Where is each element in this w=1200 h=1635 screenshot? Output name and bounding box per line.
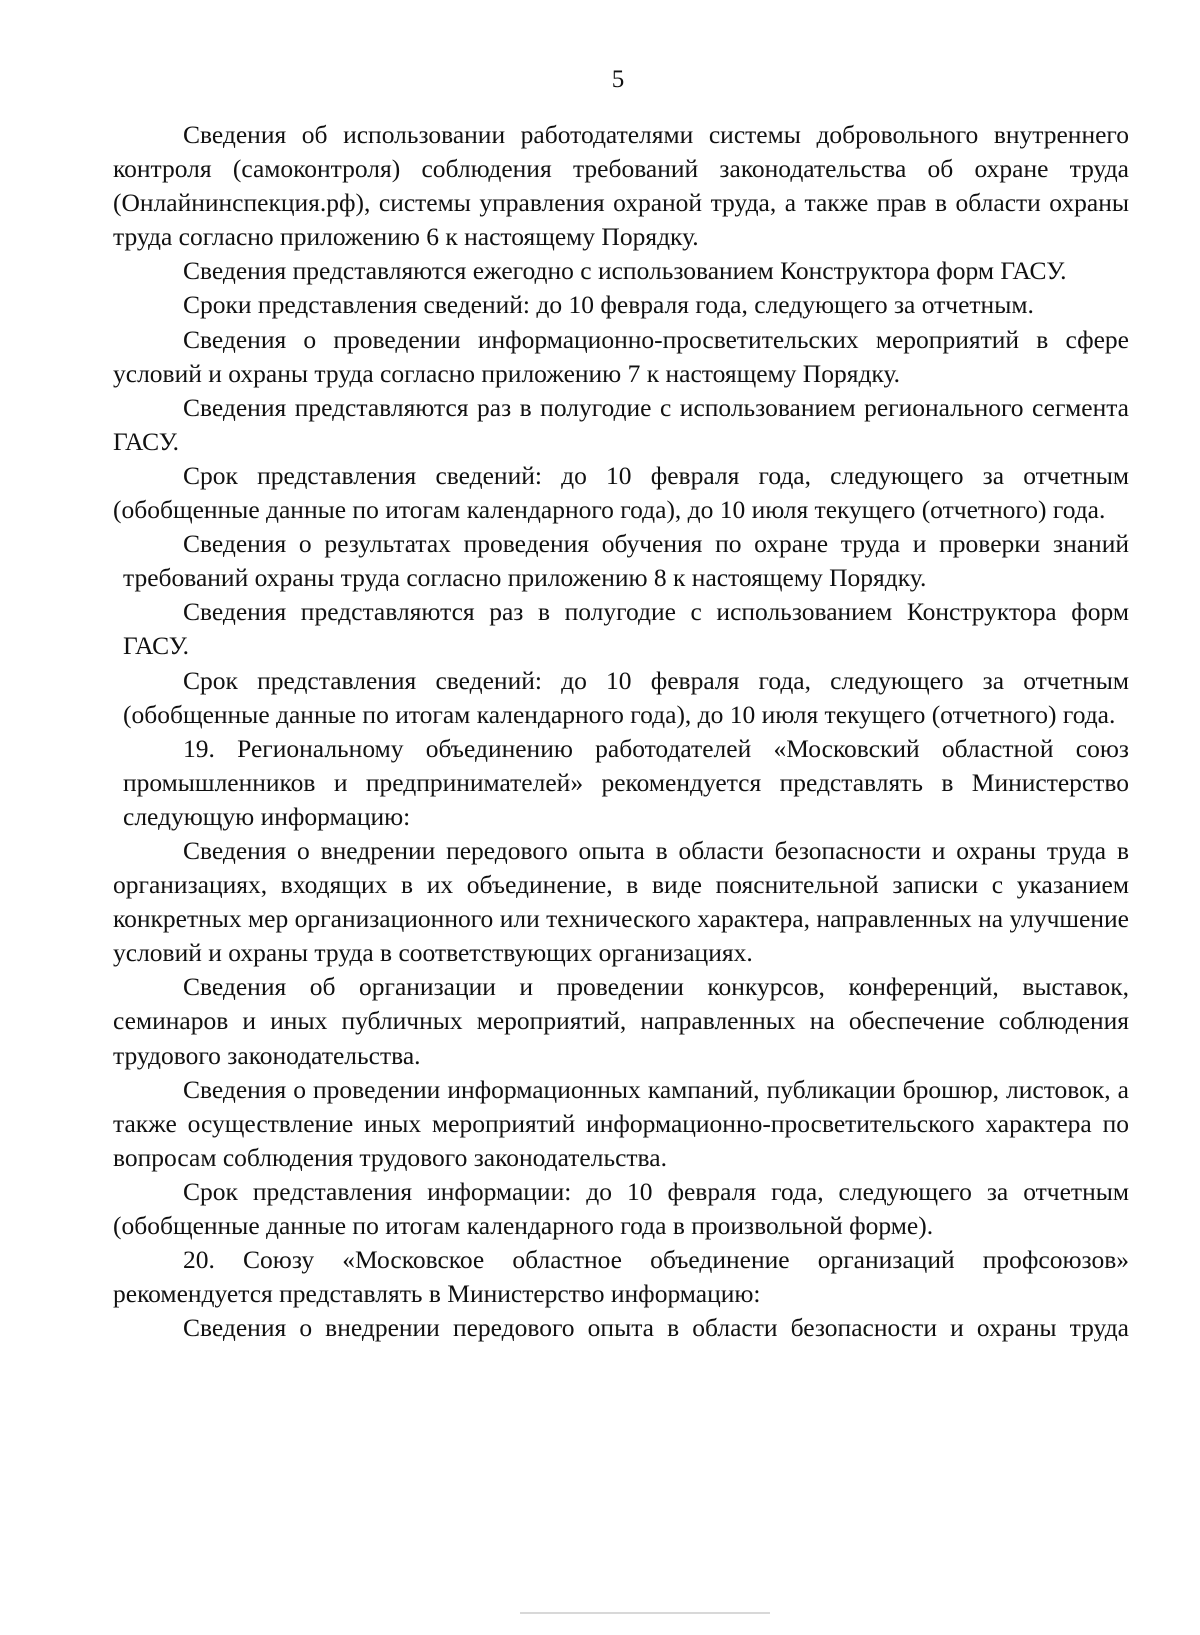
paragraph-info-deadline: Срок представления информации: до 10 февраля года, следующего за отчетным (обобщенные данные по итогам календарного года в произвольной форме). <box>113 1176 1129 1240</box>
paragraph-semiannual-constructor: Сведения представляются раз в полугодие с использованием Конструктора форм ГАСУ. <box>123 597 1129 661</box>
paragraph-best-practices: Сведения о внедрении передового опыта в области безопасности и охраны труда в организациях, входящих в их объединение, в виде пояснительной записки с указанием конкретных мер организационного или технического характера, направленных на улучшение условий и охраны труда в соответствующих организациях. <box>113 835 1129 968</box>
paragraph-annual-submission: Сведения представляются ежегодно с использованием Конструктора форм ГАСУ. <box>183 256 1067 286</box>
paragraph-info-events: Сведения о проведении информационно-просветительских мероприятий в сфере условий и охраны труда согласно приложению 7 к настоящему Порядку. <box>113 324 1129 388</box>
scan-artifact-line <box>520 1612 770 1614</box>
paragraph-deadline-feb-jul: Срок представления сведений: до 10 февраля года, следующего за отчетным (обобщенные данные по итогам календарного года), до 10 июля текущего (отчетного) года. <box>113 460 1129 525</box>
page-number: 5 <box>611 66 625 93</box>
paragraph-deadline-feb-10: Сроки представления сведений: до 10 февраля года, следующего за отчетным. <box>183 290 1034 320</box>
paragraph-contests-conferences: Сведения об организации и проведении конкурсов, конференций, выставок, семинаров и иных публичных мероприятий, направленных на обеспечение соблюдения трудового законодательства. <box>113 972 1129 1070</box>
paragraph-employers-self-control: Сведения об использовании работодателями системы добровольного внутреннего контроля (самоконтроля) соблюдения требований законодательства об охране труда (Онлайнинспекция.рф), системы управления охраной труда, а также прав в области охраны труда согласно приложению 6 к настоящему Порядку. <box>113 120 1129 252</box>
paragraph-semiannual-regional: Сведения представляются раз в полугодие с использованием регионального сегмента ГАСУ. <box>113 392 1129 456</box>
paragraph-deadline-feb-jul-2: Срок представления сведений: до 10 февраля года, следующего за отчетным (обобщенные данные по итогам календарного года), до 10 июля текущего (отчетного) года. <box>123 665 1129 729</box>
paragraph-best-practices-2: Сведения о внедрении передового опыта в области безопасности и охраны труда <box>183 1313 1129 1343</box>
paragraph-info-campaigns: Сведения о проведении информационных кампаний, публикации брошюр, листовок, а также осуществление иных мероприятий информационно-просветительского характера по вопросам соблюдения трудового законодательства. <box>113 1074 1129 1172</box>
paragraph-item-20: 20. Союзу «Московское областное объединение организаций профсоюзов» рекомендуется представлять в Министерство информацию: <box>113 1245 1129 1309</box>
paragraph-training-results: Сведения о результатах проведения обучения по охране труда и проверки знаний требований охраны труда согласно приложению 8 к настоящему Порядку. <box>123 529 1129 593</box>
document-body <box>113 118 1129 1345</box>
paragraph-item-19: 19. Региональному объединению работодателей «Московский областной союз промышленников и предпринимателей» рекомендуется представлять в Министерство следующую информацию: <box>123 733 1129 831</box>
